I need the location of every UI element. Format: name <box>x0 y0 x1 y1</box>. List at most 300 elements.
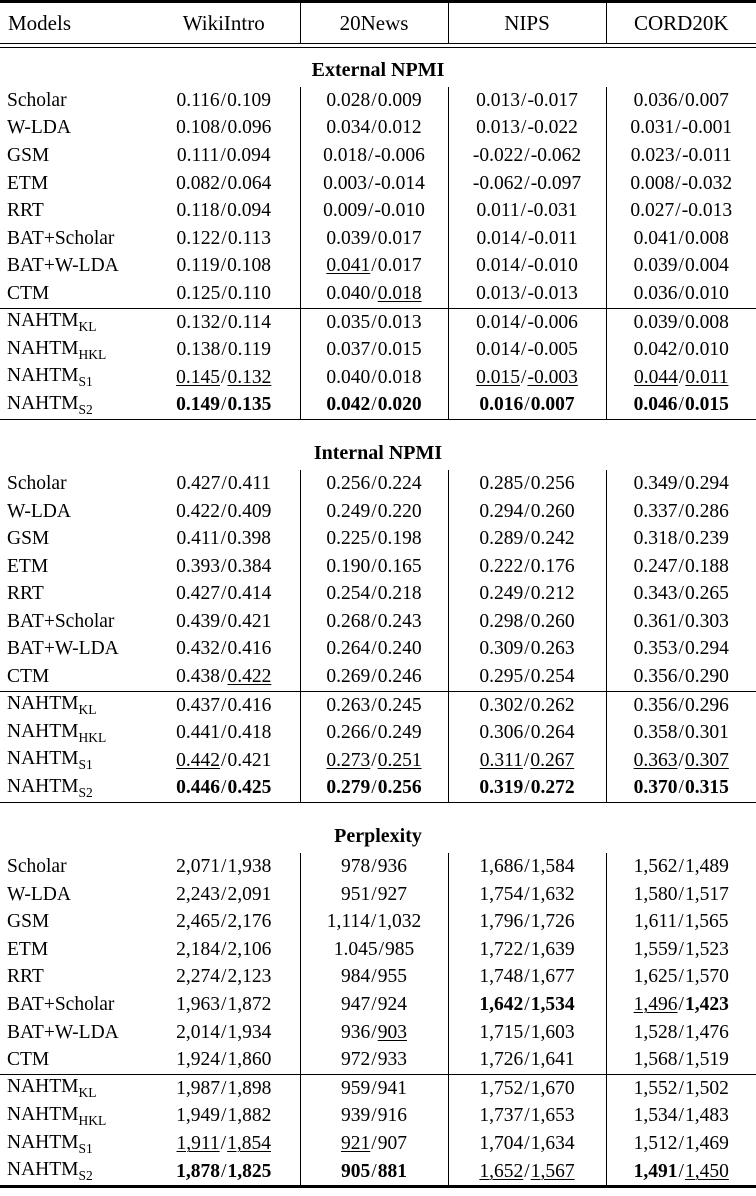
metric-cell <box>148 309 300 337</box>
value-separator: / <box>371 282 377 304</box>
metric-cell <box>300 1103 448 1131</box>
metric-cell <box>300 636 448 664</box>
metric-value-second: -0.031 <box>527 200 578 222</box>
metric-value-first: 1,704 <box>479 1132 524 1154</box>
value-separator: / <box>524 994 530 1016</box>
value-separator: / <box>371 638 377 660</box>
metric-value-second: 0.239 <box>684 528 729 550</box>
metric-value-second: 0.290 <box>684 666 729 688</box>
table-row <box>0 747 756 775</box>
metric-value-first: 1.045 <box>333 938 378 960</box>
metric-value-first: 1,911 <box>176 1132 220 1154</box>
value-separator: / <box>524 1105 530 1127</box>
metric-cell <box>148 663 300 691</box>
model-name-cell <box>0 775 148 803</box>
model-label: CTM <box>7 1049 50 1071</box>
metric-cell <box>448 1103 606 1131</box>
model-name-cell <box>0 1158 148 1187</box>
metric-value-second: 0.256 <box>377 777 422 799</box>
metric-value-second: 1,450 <box>684 1160 729 1182</box>
metric-value-second: 0.220 <box>377 500 422 522</box>
table-bottom-rule <box>0 1187 756 1189</box>
model-label: BAT+W-LDA <box>7 638 119 660</box>
metric-value-second: 0.015 <box>684 394 729 416</box>
value-separator: / <box>371 1160 377 1182</box>
metric-value-second: 1,632 <box>530 883 575 905</box>
metric-cell <box>448 336 606 364</box>
model-name-cell <box>0 170 148 198</box>
metric-value-first: 1,686 <box>479 856 524 878</box>
model-name-cell <box>0 1046 148 1074</box>
value-separator: / <box>521 366 527 388</box>
metric-cell <box>448 525 606 553</box>
metric-cell <box>300 881 448 909</box>
metric-cell <box>448 775 606 803</box>
metric-cell <box>300 364 448 392</box>
metric-cell <box>148 636 300 664</box>
value-separator: / <box>678 394 684 416</box>
metric-value-first: 978 <box>341 856 371 878</box>
metric-cell <box>448 115 606 143</box>
metric-cell <box>448 908 606 936</box>
table-row <box>0 936 756 964</box>
model-name-cell <box>0 908 148 936</box>
metric-cell <box>300 936 448 964</box>
metric-value-second: 0.017 <box>377 255 422 277</box>
metric-value-first: 1,796 <box>479 911 524 933</box>
metric-value-second: 1,872 <box>227 994 272 1016</box>
value-separator: / <box>524 472 530 494</box>
metric-value-second: 0.012 <box>377 117 422 139</box>
model-label: NAHTM <box>7 1076 79 1098</box>
metric-value-second: 924 <box>377 994 407 1016</box>
metric-cell <box>448 1075 606 1103</box>
metric-value-second: 1,634 <box>530 1132 575 1154</box>
model-variant-subscript: S1 <box>78 757 93 773</box>
model-label: NAHTM <box>7 337 79 359</box>
metric-value-second: 0.015 <box>377 339 422 361</box>
metric-value-second: 0.249 <box>377 722 422 744</box>
metric-cell <box>148 936 300 964</box>
metric-value-first: 0.027 <box>630 200 675 222</box>
table-row <box>0 364 756 392</box>
metric-cell <box>606 636 756 664</box>
model-label: NAHTM <box>7 1131 79 1153</box>
metric-value-second: 2,106 <box>227 938 272 960</box>
metric-cell <box>148 253 300 281</box>
table-row <box>0 553 756 581</box>
metric-cell <box>148 87 300 115</box>
metric-value-first: 0.015 <box>476 366 521 388</box>
metric-cell <box>300 197 448 225</box>
metric-value-first: 1,754 <box>479 883 524 905</box>
metric-cell <box>448 280 606 308</box>
metric-value-first: 947 <box>341 994 371 1016</box>
metric-value-second: 936 <box>377 856 407 878</box>
metric-value-second: 0.135 <box>227 394 272 416</box>
metric-value-second: 0.263 <box>530 638 575 660</box>
metric-value-second: 907 <box>377 1132 407 1154</box>
model-variant-subscript: HKL <box>78 346 107 362</box>
value-separator: / <box>678 227 684 249</box>
metric-value-first: 2,184 <box>176 938 221 960</box>
metric-value-second: 0.094 <box>227 200 271 222</box>
metric-value-first: 1,611 <box>634 911 678 933</box>
value-separator: / <box>678 966 684 988</box>
metric-value-second: 0.119 <box>227 339 271 361</box>
metric-cell <box>606 853 756 881</box>
metric-value-first: 0.044 <box>634 366 678 388</box>
table-row <box>0 470 756 498</box>
value-separator: / <box>524 1021 530 1043</box>
metric-value-first: 0.118 <box>176 200 220 222</box>
value-separator: / <box>521 339 527 361</box>
value-separator: / <box>524 500 530 522</box>
metric-value-second: 927 <box>377 883 407 905</box>
metric-value-first: 2,243 <box>176 883 221 905</box>
value-separator: / <box>371 749 377 771</box>
metric-value-first: 0.035 <box>326 311 371 333</box>
value-separator: / <box>521 227 527 249</box>
model-label: BAT+Scholar <box>7 994 115 1016</box>
metric-cell <box>300 1130 448 1158</box>
metric-cell <box>448 553 606 581</box>
metric-value-first: 0.138 <box>176 339 221 361</box>
metric-value-second: 0.398 <box>227 528 271 550</box>
metric-cell <box>300 498 448 526</box>
metric-value-second: -0.013 <box>681 200 733 222</box>
metric-cell <box>448 309 606 337</box>
model-label: GSM <box>7 911 50 933</box>
metric-value-first: 0.036 <box>633 282 678 304</box>
metric-value-second: 0.416 <box>227 638 272 660</box>
table-row <box>0 142 756 170</box>
metric-value-first: 0.125 <box>176 282 221 304</box>
metric-value-first: 0.190 <box>326 555 371 577</box>
table-row <box>0 170 756 198</box>
metric-cell <box>606 309 756 337</box>
table-row <box>0 525 756 553</box>
model-label: GSM <box>7 144 50 166</box>
metric-value-second: 1,032 <box>377 911 422 933</box>
model-name-cell <box>0 392 148 420</box>
table-row <box>0 1019 756 1047</box>
metric-cell <box>606 1075 756 1103</box>
table-row <box>0 1158 756 1187</box>
metric-value-first: 0.363 <box>633 749 678 771</box>
model-variant-subscript: KL <box>78 318 97 334</box>
metric-value-second: 0.004 <box>684 255 729 277</box>
value-separator: / <box>221 500 227 522</box>
metric-value-first: 0.108 <box>176 117 221 139</box>
model-label: GSM <box>7 528 50 550</box>
metric-value-first: 2,071 <box>176 856 221 878</box>
metric-value-second: 1,825 <box>227 1160 272 1182</box>
model-name-cell <box>0 636 148 664</box>
section-title-external-npmi: External NPMI <box>311 58 445 81</box>
value-separator: / <box>524 638 530 660</box>
table-row <box>0 280 756 308</box>
metric-cell <box>448 142 606 170</box>
metric-value-second: 0.096 <box>227 117 272 139</box>
metric-value-second: 0.254 <box>530 666 575 688</box>
value-separator: / <box>221 777 227 799</box>
metric-cell <box>606 692 756 720</box>
metric-cell <box>448 608 606 636</box>
table-row <box>0 692 756 720</box>
metric-value-second: 0.264 <box>530 722 575 744</box>
metric-value-first: 1,568 <box>633 1049 678 1071</box>
metric-value-first: 0.149 <box>176 394 221 416</box>
table-row <box>0 392 756 420</box>
metric-cell <box>148 692 300 720</box>
model-name-cell <box>0 853 148 881</box>
metric-value-second: 955 <box>377 966 407 988</box>
value-separator: / <box>678 1105 684 1127</box>
metric-cell <box>300 608 448 636</box>
metric-value-second: 0.260 <box>530 500 575 522</box>
metric-value-second: -0.017 <box>527 89 578 111</box>
metric-value-second: 0.246 <box>377 666 422 688</box>
metric-cell <box>606 280 756 308</box>
metric-value-first: 2,014 <box>176 1021 221 1043</box>
value-separator: / <box>371 610 377 632</box>
value-separator: / <box>371 694 377 716</box>
value-separator: / <box>221 994 227 1016</box>
metric-value-second: 0.245 <box>377 694 422 716</box>
model-name-cell <box>0 280 148 308</box>
metric-value-second: 1,476 <box>684 1021 729 1043</box>
value-separator: / <box>221 966 227 988</box>
model-name-cell <box>0 663 148 691</box>
metric-value-second: -0.014 <box>374 172 425 194</box>
model-variant-subscript: S2 <box>78 784 93 800</box>
metric-cell <box>300 392 448 420</box>
metric-value-first: 0.249 <box>326 500 371 522</box>
metric-value-first: 0.014 <box>476 339 521 361</box>
metric-cell <box>448 964 606 992</box>
metric-cell <box>300 115 448 143</box>
value-separator: / <box>371 666 377 688</box>
value-separator: / <box>371 883 377 905</box>
metric-value-first: 0.427 <box>176 583 221 605</box>
metric-cell <box>606 392 756 420</box>
metric-value-first: 0.013 <box>476 117 521 139</box>
metric-value-second: 0.198 <box>377 528 422 550</box>
metric-value-first: 0.311 <box>479 749 523 771</box>
metric-cell <box>606 881 756 909</box>
metric-value-second: 0.421 <box>227 610 272 632</box>
metric-value-first: 0.393 <box>176 555 221 577</box>
value-separator: / <box>678 555 684 577</box>
model-label: NAHTM <box>7 365 79 387</box>
metric-value-first: 0.013 <box>476 89 521 111</box>
metric-value-first: 0.441 <box>176 722 221 744</box>
metric-value-first: 0.014 <box>476 255 521 277</box>
value-separator: / <box>678 856 684 878</box>
metric-cell <box>606 719 756 747</box>
metric-value-first: 0.041 <box>633 227 678 249</box>
metric-value-first: 1,552 <box>633 1077 678 1099</box>
metric-cell <box>148 197 300 225</box>
value-separator: / <box>678 610 684 632</box>
metric-cell <box>300 1019 448 1047</box>
metric-value-first: 0.432 <box>176 638 221 660</box>
value-separator: / <box>524 666 530 688</box>
metric-cell <box>148 470 300 498</box>
value-separator: / <box>678 777 684 799</box>
metric-value-first: 0.356 <box>633 694 678 716</box>
value-separator: / <box>368 200 374 222</box>
metric-value-second: 0.301 <box>684 722 729 744</box>
model-name-cell <box>0 991 148 1019</box>
metric-cell <box>448 1019 606 1047</box>
metric-value-first: 1,963 <box>176 994 221 1016</box>
value-separator: / <box>221 394 227 416</box>
metric-value-second: 1,469 <box>684 1132 729 1154</box>
metric-value-first: 0.039 <box>633 311 678 333</box>
metric-value-first: 0.013 <box>476 282 521 304</box>
value-separator: / <box>371 366 377 388</box>
metric-value-first: 0.018 <box>323 144 368 166</box>
metric-cell <box>606 197 756 225</box>
metric-cell <box>448 364 606 392</box>
metric-value-first: 0.031 <box>630 117 675 139</box>
value-separator: / <box>221 749 227 771</box>
model-label: BAT+W-LDA <box>7 255 119 277</box>
metric-cell <box>148 964 300 992</box>
metric-value-second: 1,483 <box>684 1105 729 1127</box>
metric-value-second: -0.001 <box>681 117 733 139</box>
metric-cell <box>606 115 756 143</box>
metric-value-second: 0.242 <box>530 528 575 550</box>
metric-value-first: 0.358 <box>633 722 678 744</box>
model-name-cell <box>0 498 148 526</box>
model-label: NAHTM <box>7 392 79 414</box>
model-label: CTM <box>7 282 50 304</box>
model-label: NAHTM <box>7 1159 79 1181</box>
metric-cell <box>300 775 448 803</box>
metric-value-first: 921 <box>341 1132 371 1154</box>
value-separator: / <box>371 1021 377 1043</box>
metric-cell <box>300 1075 448 1103</box>
value-separator: / <box>521 255 527 277</box>
value-separator: / <box>221 172 227 194</box>
metric-cell <box>148 1103 300 1131</box>
metric-value-second: 0.307 <box>684 749 729 771</box>
value-separator: / <box>524 555 530 577</box>
value-separator: / <box>220 144 226 166</box>
metric-value-first: 0.343 <box>633 583 678 605</box>
metric-cell <box>300 309 448 337</box>
metric-value-second: -0.011 <box>527 227 578 249</box>
metric-value-first: 959 <box>341 1077 371 1099</box>
value-separator: / <box>220 528 227 550</box>
table-row <box>0 1075 756 1103</box>
model-label: W-LDA <box>7 883 71 905</box>
section-title-internal-npmi: Internal NPMI <box>313 441 443 464</box>
metric-value-second: 1,502 <box>684 1077 729 1099</box>
metric-value-second: 0.212 <box>530 583 575 605</box>
metric-value-second: 1,677 <box>530 966 575 988</box>
model-label: ETM <box>7 172 49 194</box>
model-name-cell <box>0 747 148 775</box>
value-separator: / <box>371 1132 377 1154</box>
table-row <box>0 225 756 253</box>
table-row <box>0 775 756 803</box>
value-separator: / <box>371 500 377 522</box>
metric-cell <box>148 581 300 609</box>
metric-cell <box>300 1158 448 1187</box>
metric-value-second: 0.243 <box>377 610 422 632</box>
metric-value-first: 905 <box>341 1160 371 1182</box>
metric-value-first: 0.225 <box>326 528 371 550</box>
metric-value-first: 0.337 <box>633 500 678 522</box>
metric-value-second: 1,570 <box>684 966 729 988</box>
metric-value-second: 903 <box>377 1021 407 1043</box>
metric-cell <box>300 142 448 170</box>
metric-value-first: 0.040 <box>326 282 371 304</box>
metric-value-first: 0.306 <box>479 722 524 744</box>
metric-cell <box>148 1019 300 1047</box>
value-separator: / <box>523 749 530 771</box>
value-separator: / <box>221 1049 227 1071</box>
value-separator: / <box>524 694 530 716</box>
value-separator: / <box>378 938 385 960</box>
metric-value-first: 0.268 <box>326 610 371 632</box>
metric-value-second: -0.006 <box>374 144 425 166</box>
model-label: NAHTM <box>7 310 79 332</box>
metric-value-second: -0.010 <box>374 200 425 222</box>
model-name-cell <box>0 881 148 909</box>
model-variant-subscript: S1 <box>78 374 93 390</box>
metric-cell <box>148 608 300 636</box>
model-label: Scholar <box>7 472 67 494</box>
metric-cell <box>448 936 606 964</box>
table-row <box>0 719 756 747</box>
value-separator: / <box>371 555 377 577</box>
metric-cell <box>148 908 300 936</box>
value-separator: / <box>221 339 227 361</box>
metric-value-first: 0.294 <box>479 500 524 522</box>
metric-cell <box>448 197 606 225</box>
metric-cell <box>606 964 756 992</box>
table-row <box>0 908 756 936</box>
metric-value-second: 0.010 <box>684 282 729 304</box>
value-separator: / <box>524 172 530 194</box>
metric-value-first: 0.111 <box>176 144 220 166</box>
value-separator: / <box>524 394 530 416</box>
metric-value-second: 0.296 <box>684 694 729 716</box>
metric-cell <box>148 336 300 364</box>
metric-value-first: 936 <box>341 1021 371 1043</box>
metric-cell <box>448 692 606 720</box>
metric-value-first: 0.145 <box>176 366 221 388</box>
metric-value-first: 972 <box>341 1049 371 1071</box>
metric-value-first: 2,465 <box>176 911 221 933</box>
value-separator: / <box>678 500 684 522</box>
metric-cell <box>448 581 606 609</box>
metric-value-second: 0.132 <box>227 366 272 388</box>
metric-cell <box>606 87 756 115</box>
metric-value-first: 0.422 <box>176 500 221 522</box>
column-header-20news: 20News <box>300 3 448 44</box>
value-separator: / <box>371 394 377 416</box>
section-title-perplexity: Perplexity <box>334 824 422 847</box>
metric-value-first: 1,534 <box>633 1105 678 1127</box>
model-variant-subscript: HKL <box>78 1112 107 1128</box>
metric-cell <box>606 991 756 1019</box>
